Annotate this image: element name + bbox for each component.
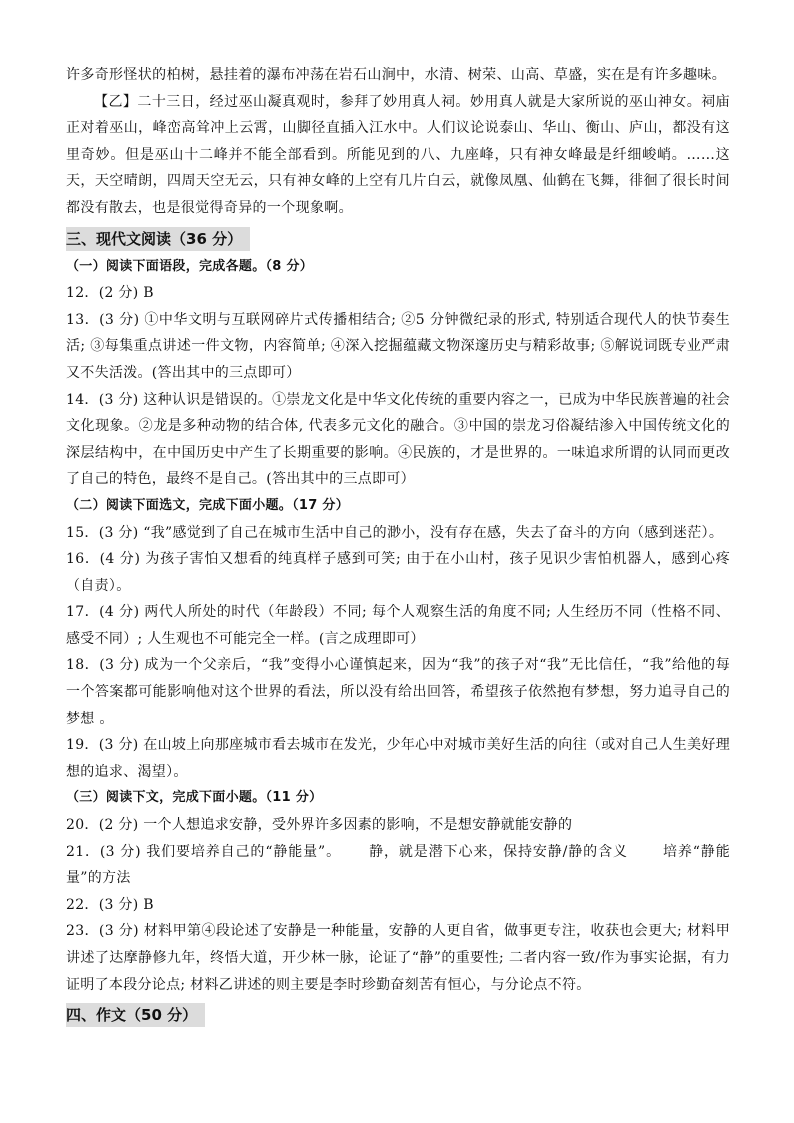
- answer-q16: 16．(4 分) 为孩子害怕又想看的纯真样子感到可笑; 由于在小山村，孩子见识少害怕机器人，感到心疼（自责）。: [66, 551, 730, 594]
- subsection-heading-1: （一）阅读下面语段，完成各题。（8 分）: [66, 258, 314, 274]
- answer-q12: 12．(2 分) B: [66, 285, 154, 302]
- passage-line: 许多奇形怪状的柏树，悬挂着的瀑布冲荡在岩石山涧中，水清、树荣、山高、草盛，实在是有许多趣味。: [66, 67, 727, 83]
- passage-paragraph-yi: 【乙】二十三日，经过巫山凝真观时，参拜了妙用真人祠。妙用真人就是大家所说的巫山神女。祠庙正对着巫山，峰峦高耸冲上云霄，山脚径直插入江水中。人们议论说泰山、华山、衡山、庐山，都没有这里奇妙。但是巫山十二峰并不能全部看到。所能见到的八、九座峰，只有神女峰最是纤细峻峭。……这天，天空晴朗，四周天空无云，只有神女峰的上空有几片白云，就像凤凰、仙鹤在飞舞，徘徊了很长时间都没有散去，也是很觉得奇异的一个现象啊。: [66, 93, 730, 216]
- section-heading-composition: 四、作文（50 分）: [66, 1003, 205, 1027]
- subsection-heading-2: （二）阅读下面选文，完成下面小题。（17 分）: [66, 497, 350, 513]
- document-page: [66, 62, 730, 1030]
- answer-q19: 19．(3 分) 在山坡上向那座城市看去城市在发光，少年心中对城市美好生活的向往（或对自己人生美好理想的追求、渴望）。: [66, 737, 730, 780]
- subsection-heading-3: （三）阅读下文，完成下面小题。（11 分）: [66, 790, 323, 806]
- answer-q13: 13．(3 分) ①中华文明与互联网碎片式传播相结合; ②5 分钟微纪录的形式, 特别适合现代人的快节奏生活; ③每集重点讲述一件文物，内容简单; ④深入挖掘蕴藏文物深邃历史与精彩故事; ⑤解说词既专业严肃又不失活泼。(答出其中的三点即可）: [66, 311, 730, 381]
- answer-q17: 17．(4 分) 两代人所处的时代（年龄段）不同; 每个人观察生活的角度不同; 人生经历不同（性格不同、感受不同）; 人生观也不可能完全一样。(言之成理即可）: [66, 604, 730, 647]
- answer-q15: 15．(3 分) “我”感觉到了自己在城市生活中自己的渺小，没有存在感，失去了奋斗的方向（感到迷茫）。: [66, 524, 724, 541]
- answer-q18: 18．(3 分) 成为一个父亲后，“我”变得小心谨慎起来，因为“我”的孩子对“我”无比信任，“我”给他的每一个答案都可能影响他对这个世界的看法，所以没有给出回答，希望孩子依然抱有梦想，努力追寻自己的梦想 。: [66, 657, 730, 727]
- answer-q14: 14．(3 分) 这种认识是错误的。①崇龙文化是中华文化传统的重要内容之一，已成为中华民族普遍的社会文化现象。②龙是多种动物的结合体, 代表多元文化的融合。③中国的崇龙习俗凝结渗入中国传统文化的深层结构中，在中国历史中产生了长期重要的影响。④民族的，才是世界的。一味追求所谓的认同而更改了自己的特色，最终不是自己。(答出其中的三点即可）: [66, 391, 730, 488]
- answer-q21: 21．(3 分) 我们要培养自己的“静能量”。 静，就是潜下心来，保持安静/静的含义 培养“静能量”的方法: [66, 843, 730, 887]
- answer-q20: 20．(2 分) 一个人想追求安静，受外界许多因素的影响，不是想安静就能安静的: [66, 817, 573, 834]
- section-heading-reading: 三、现代文阅读（36 分）: [66, 227, 250, 251]
- answer-q23: 23．(3 分) 材料甲第④段论述了安静是一种能量，安静的人更自省，做事更专注，收获也会更大; 材料甲讲述了达摩静修九年，终悟大道，开少林一脉，论证了“静”的重要性; 二者内容一致/作为事实论据，有力证明了本段分论点; 材料乙讲述的则主要是李时珍勤奋刻苦有恒心，与分论点不符。: [66, 923, 730, 993]
- answer-q22: 22．(3 分) B: [66, 896, 154, 913]
